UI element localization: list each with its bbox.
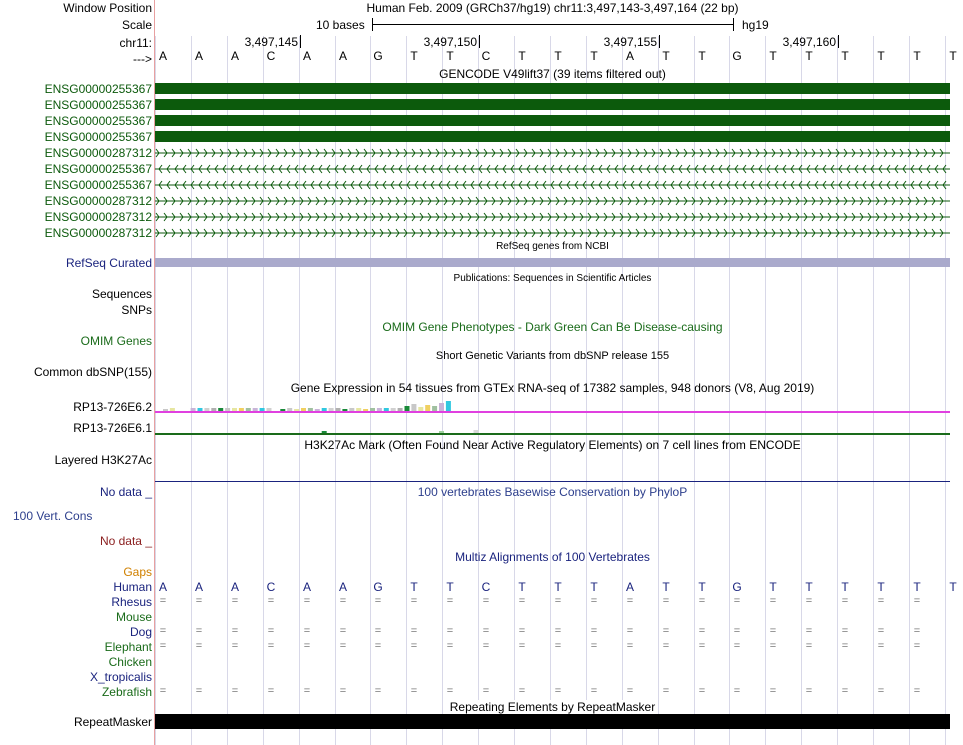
multiz-match-symbol: = xyxy=(231,625,239,637)
multiz-human-base: T xyxy=(446,580,454,594)
gencode-gene-exon[interactable] xyxy=(155,115,950,126)
multiz-match-symbol: = xyxy=(195,595,203,607)
multiz-match-symbol: = xyxy=(590,640,598,652)
multiz-human-base: T xyxy=(554,580,562,594)
multiz-match-symbol: = xyxy=(698,625,706,637)
multiz-match-symbol: = xyxy=(482,640,490,652)
multiz-match-symbol: = xyxy=(195,625,203,637)
publications-label-snps[interactable]: SNPs xyxy=(121,303,152,317)
ruler-base[interactable]: A xyxy=(158,49,167,63)
scale-assembly: hg19 xyxy=(742,18,769,32)
multiz-match-symbol: = xyxy=(267,640,275,652)
multiz-human-base: A xyxy=(158,580,167,594)
multiz-match-symbol: = xyxy=(482,625,490,637)
multiz-match-symbol: = xyxy=(446,685,454,697)
multiz-human-base: A xyxy=(625,580,634,594)
multiz-human-base: T xyxy=(949,580,957,594)
gencode-gene-label[interactable]: ENSG00000255367 xyxy=(44,82,152,96)
multiz-human-base: T xyxy=(769,580,777,594)
multiz-match-symbol: = xyxy=(877,625,885,637)
multiz-match-symbol: = xyxy=(733,640,741,652)
multiz-match-symbol: = xyxy=(374,640,382,652)
multiz-match-symbol: = xyxy=(159,625,167,637)
gencode-strand-arrows xyxy=(155,212,950,222)
h3k27ac-track-title[interactable]: H3K27Ac Mark (Often Found Near Active Regulatory Elements) on 7 cell lines from ENCODE xyxy=(304,438,801,452)
multiz-match-symbol: = xyxy=(805,595,813,607)
strand-label[interactable]: ---> xyxy=(133,52,152,66)
scale-label: Scale xyxy=(121,18,152,32)
multiz-match-symbol: = xyxy=(733,625,741,637)
multiz-match-symbol: = xyxy=(877,640,885,652)
multiz-match-symbol: = xyxy=(841,595,849,607)
multiz-human-base: T xyxy=(913,580,921,594)
multiz-match-symbol: = xyxy=(913,595,921,607)
multiz-species-label[interactable]: Human xyxy=(113,580,152,594)
multiz-match-symbol: = xyxy=(733,595,741,607)
multiz-match-symbol: = xyxy=(446,640,454,652)
multiz-match-symbol: = xyxy=(195,685,203,697)
multiz-match-symbol: = xyxy=(446,595,454,607)
h3k27ac-nodata: No data _ xyxy=(99,485,152,499)
multiz-match-symbol: = xyxy=(374,595,382,607)
ruler-coordinate: 3,497,145 xyxy=(244,35,298,49)
ruler-base[interactable]: T xyxy=(913,49,921,63)
repeatmasker-title-text: Repeating Elements by RepeatMasker xyxy=(449,700,656,714)
multiz-match-symbol: = xyxy=(231,685,239,697)
multiz-match-symbol: = xyxy=(554,595,562,607)
multiz-human-base: A xyxy=(194,580,203,594)
multiz-match-symbol: = xyxy=(841,625,849,637)
multiz-species-label[interactable]: X_tropicalis xyxy=(89,670,152,684)
ruler-coordinate: 3,497,150 xyxy=(423,35,477,49)
window-position-text[interactable]: Human Feb. 2009 (GRCh37/hg19) chr11:3,497,143-3,497,164 (22 bp) xyxy=(366,1,739,15)
phylop-track-label[interactable]: 100 Vert. Cons xyxy=(13,509,93,523)
multiz-track-title[interactable]: Multiz Alignments of 100 Vertebrates xyxy=(455,550,650,564)
multiz-match-symbol: = xyxy=(267,595,275,607)
gtex-row-label-2[interactable]: RP13-726E6.1 xyxy=(73,421,152,435)
multiz-match-symbol: = xyxy=(195,640,203,652)
ruler-base[interactable]: A xyxy=(625,49,634,63)
multiz-match-symbol: = xyxy=(626,625,634,637)
repeatmasker-track-title[interactable] xyxy=(155,700,950,714)
ruler-base[interactable]: T xyxy=(805,49,813,63)
gencode-gene-label[interactable]: ENSG00000255367 xyxy=(44,98,152,112)
gencode-strand-arrows xyxy=(155,180,950,190)
multiz-match-symbol: = xyxy=(339,625,347,637)
multiz-match-symbol: = xyxy=(769,595,777,607)
gencode-gene-label[interactable]: ENSG00000255367 xyxy=(44,178,152,192)
publications-track-title[interactable]: Publications: Sequences in Scientific Articles xyxy=(453,273,652,284)
ruler-base[interactable]: T xyxy=(662,49,670,63)
multiz-human-base: A xyxy=(302,580,311,594)
gencode-gene-label[interactable]: ENSG00000255367 xyxy=(44,130,152,144)
multiz-match-symbol: = xyxy=(303,595,311,607)
multiz-match-symbol: = xyxy=(554,625,562,637)
multiz-species-label[interactable]: Zebrafish xyxy=(101,685,152,699)
multiz-match-symbol: = xyxy=(769,685,777,697)
multiz-species-label[interactable]: Elephant xyxy=(104,640,152,654)
ruler-base[interactable]: T xyxy=(877,49,885,63)
ruler-base[interactable]: A xyxy=(338,49,347,63)
multiz-human-base: T xyxy=(698,580,706,594)
chrom-label: chr11: xyxy=(119,36,152,50)
dbsnp-track-label[interactable]: Common dbSNP(155) xyxy=(33,365,152,379)
gencode-gene-label[interactable]: ENSG00000287312 xyxy=(44,210,152,224)
multiz-match-symbol: = xyxy=(662,595,670,607)
multiz-match-symbol: = xyxy=(410,685,418,697)
ruler-coordinate-tick xyxy=(838,35,839,48)
gencode-gene-label[interactable]: ENSG00000255367 xyxy=(44,162,152,176)
ruler-base[interactable]: T xyxy=(518,49,526,63)
multiz-match-symbol: = xyxy=(841,685,849,697)
gencode-strand-arrows xyxy=(155,196,950,206)
gtex-bargraph-1[interactable] xyxy=(155,397,950,413)
multiz-gaps-label[interactable]: Gaps xyxy=(123,565,152,579)
ruler-base[interactable]: T xyxy=(446,49,454,63)
ruler-base[interactable]: A xyxy=(230,49,239,63)
multiz-match-symbol: = xyxy=(339,595,347,607)
multiz-match-symbol: = xyxy=(626,595,634,607)
multiz-match-symbol: = xyxy=(805,640,813,652)
gencode-strand-arrows xyxy=(155,228,950,238)
h3k27ac-track-label[interactable]: Layered H3K27Ac xyxy=(54,453,152,467)
multiz-match-symbol: = xyxy=(913,685,921,697)
multiz-match-symbol: = xyxy=(482,595,490,607)
multiz-match-symbol: = xyxy=(267,625,275,637)
multiz-match-symbol: = xyxy=(374,685,382,697)
ruler-base[interactable]: T xyxy=(698,49,706,63)
gencode-gene-label[interactable]: ENSG00000287312 xyxy=(44,226,152,240)
multiz-match-symbol: = xyxy=(841,640,849,652)
multiz-match-symbol: = xyxy=(303,625,311,637)
multiz-human-base: T xyxy=(841,580,849,594)
multiz-human-base: C xyxy=(266,580,276,594)
ruler-base[interactable]: T xyxy=(841,49,849,63)
multiz-match-symbol: = xyxy=(339,685,347,697)
multiz-match-symbol: = xyxy=(518,625,526,637)
gencode-track-title[interactable]: GENCODE V49lift37 (39 items filtered out) xyxy=(439,67,666,81)
multiz-match-symbol: = xyxy=(662,685,670,697)
ruler-base[interactable]: T xyxy=(949,49,957,63)
multiz-match-symbol: = xyxy=(626,685,634,697)
multiz-match-symbol: = xyxy=(877,595,885,607)
multiz-human-base: A xyxy=(230,580,239,594)
publications-label-sequences[interactable]: Sequences xyxy=(91,287,152,301)
gencode-gene-intron[interactable] xyxy=(155,212,950,222)
multiz-human-base: T xyxy=(805,580,813,594)
multiz-match-symbol: = xyxy=(518,595,526,607)
multiz-species-label[interactable]: Rhesus xyxy=(111,595,152,609)
ruler-base[interactable]: T xyxy=(410,49,418,63)
ruler-coordinate: 3,497,155 xyxy=(603,35,657,49)
gencode-strand-arrows xyxy=(155,164,950,174)
multiz-species-label[interactable]: Mouse xyxy=(115,610,152,624)
multiz-match-symbol: = xyxy=(805,685,813,697)
multiz-match-symbol: = xyxy=(769,640,777,652)
multiz-human-base: G xyxy=(732,580,742,594)
multiz-match-symbol: = xyxy=(698,640,706,652)
multiz-species-label[interactable]: Dog xyxy=(129,625,152,639)
ruler-coordinate-tick xyxy=(659,35,660,48)
phylop-nodata: No data _ xyxy=(99,534,152,548)
scale-bar xyxy=(372,24,734,25)
multiz-match-symbol: = xyxy=(518,685,526,697)
multiz-match-symbol: = xyxy=(769,625,777,637)
gencode-gene-exon[interactable] xyxy=(155,99,950,110)
ruler-base[interactable]: T xyxy=(769,49,777,63)
gencode-gene-label[interactable]: ENSG00000255367 xyxy=(44,114,152,128)
multiz-human-base: C xyxy=(481,580,491,594)
window-position-label: Window Position xyxy=(63,1,152,15)
ruler-base[interactable]: C xyxy=(481,49,491,63)
refseq-track-label[interactable]: RefSeq Curated xyxy=(65,256,152,270)
multiz-match-symbol: = xyxy=(159,595,167,607)
repeatmasker-track-label[interactable]: RepeatMasker xyxy=(73,715,152,729)
phylop-track-title[interactable]: 100 vertebrates Basewise Conservation by PhyloP xyxy=(417,485,688,499)
gencode-gene-exon[interactable] xyxy=(155,83,950,94)
h3k27ac-baseline xyxy=(155,481,950,482)
gencode-gene-exon[interactable] xyxy=(155,131,950,142)
gencode-strand-arrows xyxy=(155,148,950,158)
multiz-match-symbol: = xyxy=(518,640,526,652)
ruler-base[interactable]: T xyxy=(554,49,562,63)
ruler-base[interactable]: T xyxy=(590,49,598,63)
gencode-gene-intron[interactable] xyxy=(155,148,950,158)
multiz-match-symbol: = xyxy=(267,685,275,697)
multiz-match-symbol: = xyxy=(303,685,311,697)
ruler-base[interactable]: A xyxy=(194,49,203,63)
multiz-match-symbol: = xyxy=(662,640,670,652)
gtex-bars xyxy=(155,397,950,413)
multiz-match-symbol: = xyxy=(159,640,167,652)
multiz-human-base: T xyxy=(590,580,598,594)
multiz-match-symbol: = xyxy=(410,625,418,637)
multiz-match-symbol: = xyxy=(877,685,885,697)
multiz-match-symbol: = xyxy=(410,595,418,607)
multiz-human-base: A xyxy=(338,580,347,594)
multiz-match-symbol: = xyxy=(231,595,239,607)
multiz-match-symbol: = xyxy=(805,625,813,637)
multiz-match-symbol: = xyxy=(374,625,382,637)
multiz-match-symbol: = xyxy=(662,625,670,637)
gtex-track-title[interactable]: Gene Expression in 54 tissues from GTEx RNA-seq of 17382 samples, 948 donors (V8, Aug 2019) xyxy=(290,381,815,395)
multiz-match-symbol: = xyxy=(339,640,347,652)
ruler-coordinate: 3,497,160 xyxy=(782,35,836,49)
gencode-gene-label[interactable]: ENSG00000287312 xyxy=(44,194,152,208)
multiz-human-base: T xyxy=(877,580,885,594)
omim-track-label[interactable]: OMIM Genes xyxy=(80,334,152,348)
multiz-human-base: G xyxy=(373,580,383,594)
gtex-bargraph-2[interactable] xyxy=(155,425,950,435)
multiz-human-base: T xyxy=(410,580,418,594)
ruler-base[interactable]: G xyxy=(373,49,383,63)
scale-bar-right-tick xyxy=(733,18,734,31)
multiz-match-symbol: = xyxy=(159,685,167,697)
multiz-match-symbol: = xyxy=(913,640,921,652)
multiz-match-symbol: = xyxy=(626,640,634,652)
multiz-match-symbol: = xyxy=(554,685,562,697)
multiz-match-symbol: = xyxy=(698,595,706,607)
multiz-match-symbol: = xyxy=(231,640,239,652)
multiz-match-symbol: = xyxy=(303,640,311,652)
omim-track-title[interactable]: OMIM Gene Phenotypes - Dark Green Can Be Disease-causing xyxy=(382,320,723,334)
multiz-match-symbol: = xyxy=(590,685,598,697)
ruler-coordinate-tick xyxy=(479,35,480,48)
repeatmasker-feature-bar[interactable] xyxy=(155,714,950,729)
gencode-gene-label[interactable]: ENSG00000287312 xyxy=(44,146,152,160)
gtex-row-label-1[interactable]: RP13-726E6.2 xyxy=(73,400,152,414)
multiz-match-symbol: = xyxy=(698,685,706,697)
multiz-match-symbol: = xyxy=(733,685,741,697)
multiz-human-base: T xyxy=(518,580,526,594)
multiz-match-symbol: = xyxy=(410,640,418,652)
multiz-match-symbol: = xyxy=(482,685,490,697)
gencode-gene-intron[interactable] xyxy=(155,164,950,174)
ruler-base[interactable]: G xyxy=(732,49,742,63)
gtex-bars xyxy=(155,425,950,435)
multiz-match-symbol: = xyxy=(446,625,454,637)
multiz-match-symbol: = xyxy=(554,640,562,652)
multiz-human-base: T xyxy=(662,580,670,594)
ruler-base[interactable]: A xyxy=(302,49,311,63)
multiz-match-symbol: = xyxy=(590,625,598,637)
scale-text: 10 bases xyxy=(316,18,365,32)
multiz-match-symbol: = xyxy=(590,595,598,607)
multiz-match-symbol: = xyxy=(913,625,921,637)
ruler-base[interactable]: C xyxy=(266,49,276,63)
gencode-gene-intron[interactable] xyxy=(155,228,950,238)
gencode-gene-intron[interactable] xyxy=(155,180,950,190)
gencode-gene-intron[interactable] xyxy=(155,196,950,206)
dbsnp-track-title[interactable]: Short Genetic Variants from dbSNP release 155 xyxy=(435,350,670,362)
multiz-species-label[interactable]: Chicken xyxy=(108,655,152,669)
scale-bar-left-tick xyxy=(372,18,373,31)
refseq-track-title[interactable]: RefSeq genes from NCBI xyxy=(496,241,609,252)
ruler-coordinate-tick xyxy=(300,35,301,48)
refseq-feature-bar[interactable] xyxy=(155,258,950,267)
